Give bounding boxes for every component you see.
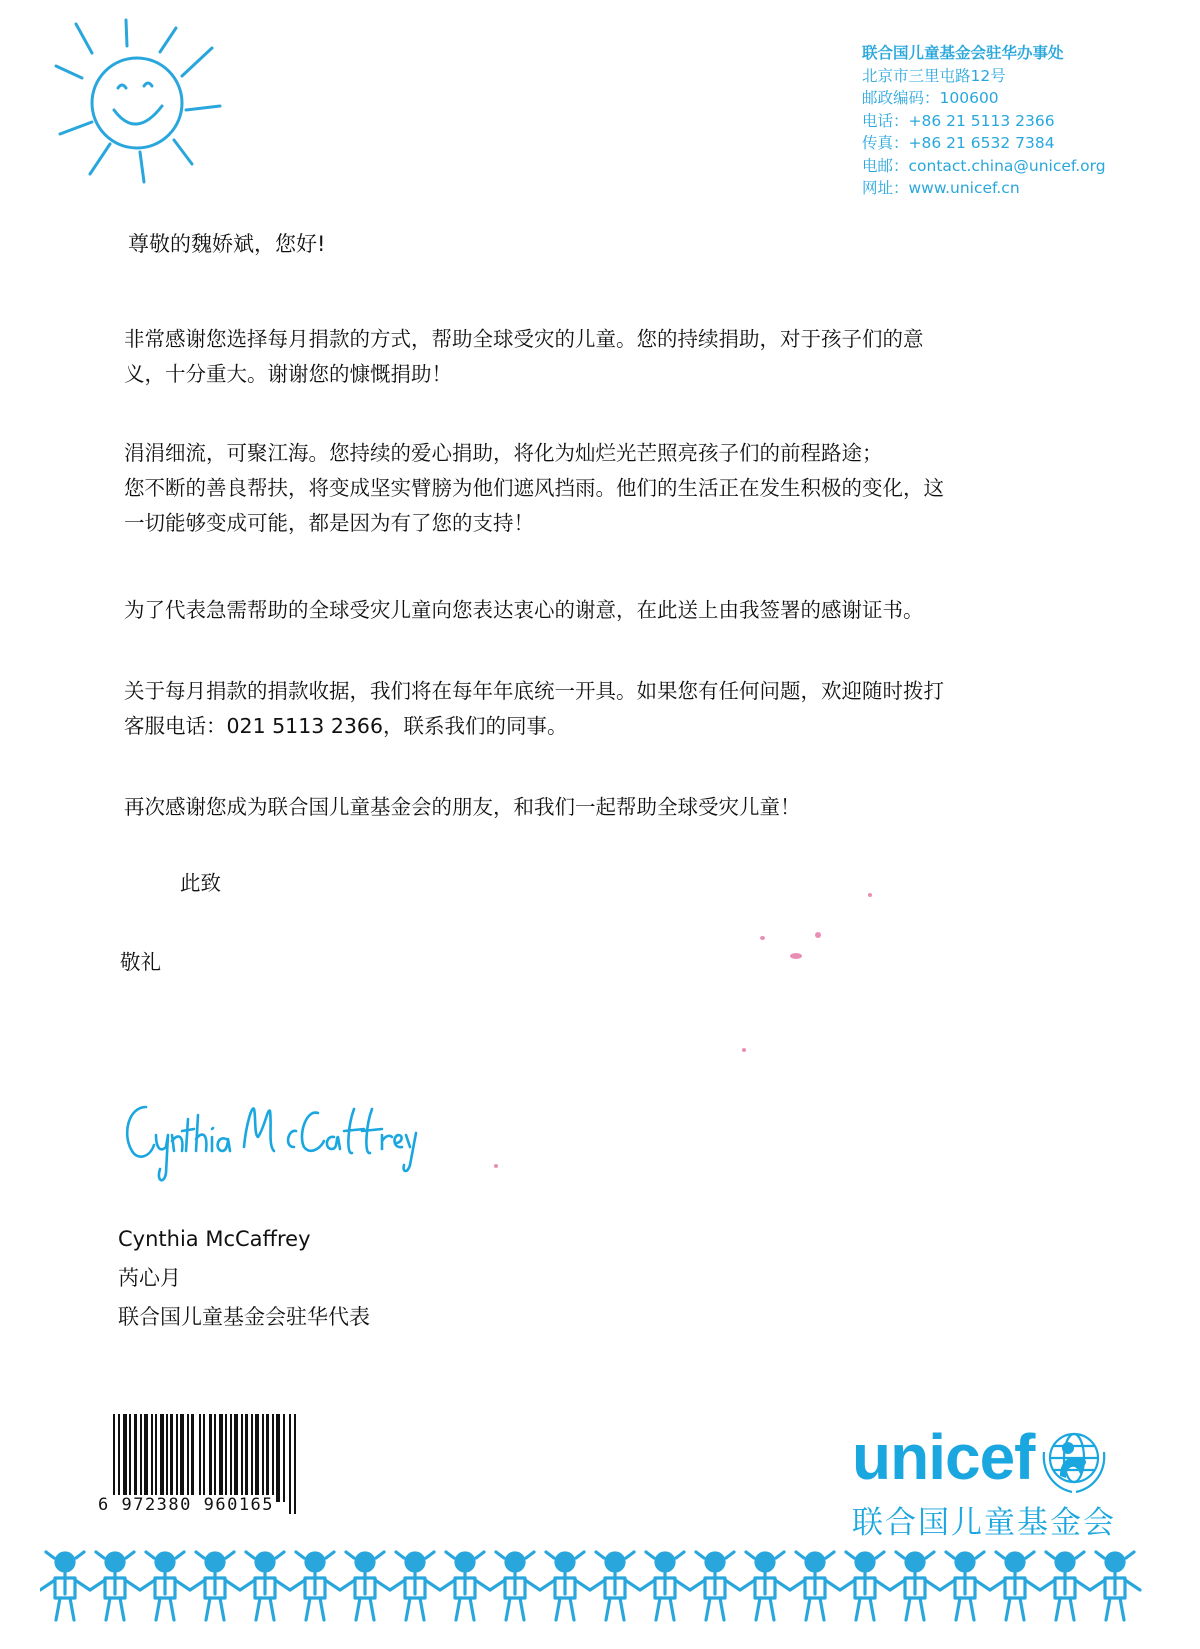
paragraph-5	[124, 790, 1074, 825]
unicef-logo-cn: 联合国儿童基金会	[852, 1505, 1116, 1541]
paragraph-line: 涓涓细流，可聚江海。您持续的爱心捐助，将化为灿烂光芒照亮孩子们的前程路途；	[124, 441, 883, 465]
signer-block	[118, 1220, 370, 1337]
signer-name-cn: 芮心月	[118, 1266, 181, 1290]
signer-name-en: Cynthia McCaffrey	[118, 1227, 311, 1251]
paragraph-2	[124, 436, 1074, 541]
phone: 电话：+86 21 5113 2366	[862, 111, 1055, 130]
org-name: 联合国儿童基金会驻华办事处	[862, 44, 1064, 62]
paragraph-line: 为了代表急需帮助的全球受灾儿童向您表达衷心的谢意，在此送上由我签署的感谢证书。	[124, 598, 924, 622]
closing-regards: 敬礼	[120, 950, 161, 974]
paragraph-1	[124, 322, 1074, 392]
paragraph-line: 非常感谢您选择每月捐款的方式，帮助全球受灾的儿童。您的持续捐助，对于孩子们的意	[124, 327, 924, 351]
paragraph-line: 再次感谢您成为联合国儿童基金会的朋友，和我们一起帮助全球受灾儿童！	[124, 795, 801, 819]
ink-speck	[742, 1048, 746, 1052]
signer-title: 联合国儿童基金会驻华代表	[118, 1305, 370, 1329]
paragraph-line: 客服电话：021 5113 2366，联系我们的同事。	[124, 714, 568, 738]
paragraph-line: 您不断的善良帮扶，将变成坚实臂膀为他们遮风挡雨。他们的生活正在发生积极的变化，这	[124, 476, 944, 500]
address: 北京市三里屯路12号	[862, 66, 1006, 85]
website: 网址：www.unicef.cn	[862, 179, 1020, 197]
ink-speck	[868, 893, 872, 897]
ink-speck	[494, 1164, 498, 1168]
paragraph-3	[124, 593, 1074, 628]
ink-speck	[790, 953, 802, 959]
barcode-number: 6 972380 960165	[98, 1495, 275, 1515]
paragraph-line: 义，十分重大。谢谢您的慷慨捐助！	[124, 362, 452, 386]
fax: 传真：+86 21 6532 7384	[862, 134, 1055, 152]
sun-drawing-icon	[52, 18, 232, 188]
paragraph-line: 一切能够变成可能，都是因为有了您的支持！	[124, 511, 534, 535]
paragraph-line: 关于每月捐款的捐款收据，我们将在每年年底统一开具。如果您有任何问题，欢迎随时拨打	[124, 679, 944, 703]
postcode: 邮政编码：100600	[862, 89, 999, 107]
greeting: 尊敬的魏娇斌，您好!	[128, 232, 326, 256]
closing-salutation: 此致	[180, 871, 221, 895]
unicef-logo-text: unicef	[852, 1421, 1035, 1493]
ink-speck	[815, 932, 821, 938]
header-contact-block	[862, 42, 1106, 200]
children-border-icon	[40, 1548, 1150, 1628]
email: 电邮：contact.china@unicef.org	[862, 156, 1106, 175]
paragraph-4	[124, 674, 1074, 744]
signature-graphic	[120, 1095, 420, 1195]
ink-speck	[760, 936, 765, 940]
unicef-emblem-icon	[1036, 1422, 1112, 1498]
